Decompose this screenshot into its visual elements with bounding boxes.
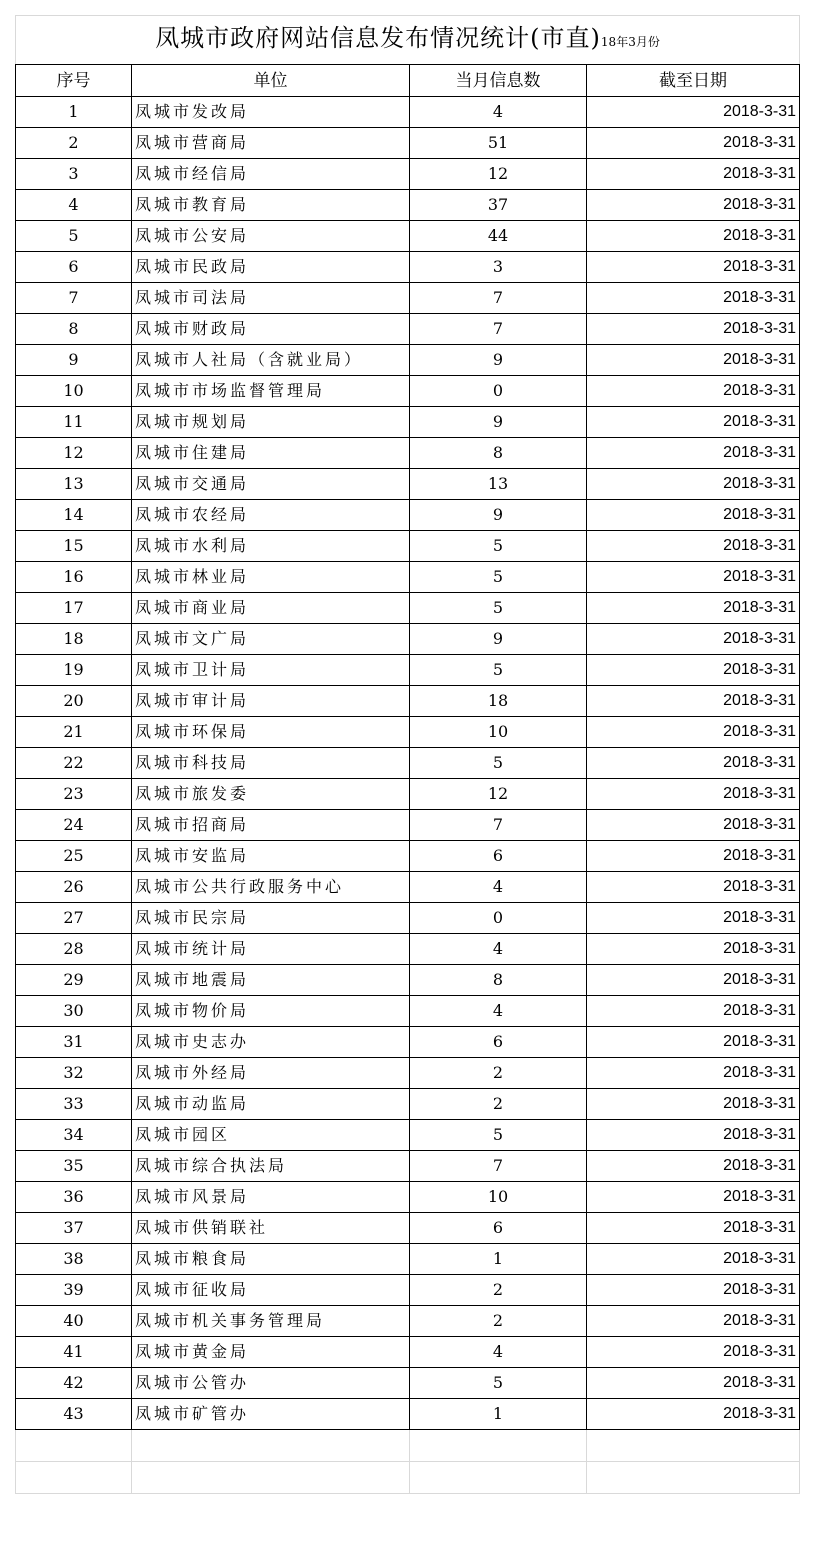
- cell-count[interactable]: 5: [410, 1120, 587, 1151]
- cell-no[interactable]: 43: [16, 1399, 132, 1430]
- cell-no[interactable]: 19: [16, 655, 132, 686]
- cell-date[interactable]: 2018-3-31: [587, 655, 800, 686]
- cell-date[interactable]: 2018-3-31: [587, 128, 800, 159]
- cell-count[interactable]: 13: [410, 469, 587, 500]
- table-row: [16, 1399, 800, 1430]
- cell-unit[interactable]: 凤城市发改局: [132, 97, 410, 128]
- cell-unit[interactable]: 凤城市综合执法局: [132, 1151, 410, 1182]
- cell-no[interactable]: 33: [16, 1089, 132, 1120]
- cell-count[interactable]: 9: [410, 407, 587, 438]
- table-row: [16, 500, 800, 531]
- table-row: [16, 159, 800, 190]
- cell-count[interactable]: 44: [410, 221, 587, 252]
- cell-unit[interactable]: 凤城市外经局: [132, 1058, 410, 1089]
- cell-no[interactable]: 27: [16, 903, 132, 934]
- cell-date[interactable]: 2018-3-31: [587, 872, 800, 903]
- cell-date[interactable]: 2018-3-31: [587, 1244, 800, 1275]
- table-row: [16, 810, 800, 841]
- table-row: [16, 345, 800, 376]
- cell-no[interactable]: 4: [16, 190, 132, 221]
- cell-count[interactable]: 37: [410, 190, 587, 221]
- cell-count[interactable]: 3: [410, 252, 587, 283]
- table-row: [16, 717, 800, 748]
- cell-count[interactable]: 51: [410, 128, 587, 159]
- cell-count[interactable]: 8: [410, 438, 587, 469]
- cell-no[interactable]: 41: [16, 1337, 132, 1368]
- cell-unit[interactable]: 凤城市公安局: [132, 221, 410, 252]
- cell-no[interactable]: 20: [16, 686, 132, 717]
- cell-unit[interactable]: 凤城市农经局: [132, 500, 410, 531]
- cell-unit[interactable]: 凤城市审计局: [132, 686, 410, 717]
- empty-cell[interactable]: [16, 1462, 132, 1494]
- cell-unit[interactable]: 凤城市民宗局: [132, 903, 410, 934]
- cell-date[interactable]: 2018-3-31: [587, 748, 800, 779]
- cell-unit[interactable]: 凤城市文广局: [132, 624, 410, 655]
- cell-unit[interactable]: 凤城市交通局: [132, 469, 410, 500]
- cell-unit[interactable]: 凤城市招商局: [132, 810, 410, 841]
- cell-unit[interactable]: 凤城市科技局: [132, 748, 410, 779]
- cell-no[interactable]: 25: [16, 841, 132, 872]
- cell-no[interactable]: 14: [16, 500, 132, 531]
- cell-no[interactable]: 28: [16, 934, 132, 965]
- cell-no[interactable]: 2: [16, 128, 132, 159]
- cell-count[interactable]: 5: [410, 655, 587, 686]
- cell-no[interactable]: 38: [16, 1244, 132, 1275]
- cell-count[interactable]: 4: [410, 1337, 587, 1368]
- cell-unit[interactable]: 凤城市规划局: [132, 407, 410, 438]
- cell-date[interactable]: 2018-3-31: [587, 686, 800, 717]
- empty-cell[interactable]: [16, 1430, 132, 1462]
- table-row: [16, 624, 800, 655]
- cell-date[interactable]: 2018-3-31: [587, 1399, 800, 1430]
- page-subtitle: 18年3月份: [600, 35, 660, 49]
- cell-date[interactable]: 2018-3-31: [587, 469, 800, 500]
- cell-unit[interactable]: 凤城市人社局（含就业局）: [132, 345, 410, 376]
- table-row: [16, 779, 800, 810]
- table-row: [16, 1275, 800, 1306]
- cell-unit[interactable]: 凤城市动监局: [132, 1089, 410, 1120]
- cell-unit[interactable]: 凤城市供销联社: [132, 1213, 410, 1244]
- cell-unit[interactable]: 凤城市商业局: [132, 593, 410, 624]
- cell-unit[interactable]: 凤城市园区: [132, 1120, 410, 1151]
- cell-no[interactable]: 40: [16, 1306, 132, 1337]
- table-row: [16, 531, 800, 562]
- cell-date[interactable]: 2018-3-31: [587, 221, 800, 252]
- cell-no[interactable]: 24: [16, 810, 132, 841]
- cell-no[interactable]: 9: [16, 345, 132, 376]
- empty-row: [16, 1430, 800, 1462]
- cell-date[interactable]: 2018-3-31: [587, 314, 800, 345]
- cell-unit[interactable]: 凤城市地震局: [132, 965, 410, 996]
- cell-date[interactable]: 2018-3-31: [587, 283, 800, 314]
- table-row: [16, 748, 800, 779]
- cell-date[interactable]: 2018-3-31: [587, 903, 800, 934]
- cell-date[interactable]: 2018-3-31: [587, 562, 800, 593]
- table-row: [16, 376, 800, 407]
- table-row: [16, 872, 800, 903]
- cell-unit[interactable]: 凤城市矿管办: [132, 1399, 410, 1430]
- cell-count[interactable]: 8: [410, 965, 587, 996]
- table-row: [16, 190, 800, 221]
- table-row: [16, 593, 800, 624]
- cell-unit[interactable]: 凤城市环保局: [132, 717, 410, 748]
- table-row: [16, 965, 800, 996]
- table-row: [16, 469, 800, 500]
- cell-count[interactable]: 1: [410, 1399, 587, 1430]
- table-row: [16, 1058, 800, 1089]
- cell-count[interactable]: 6: [410, 1027, 587, 1058]
- cell-no[interactable]: 37: [16, 1213, 132, 1244]
- cell-unit[interactable]: 凤城市安监局: [132, 841, 410, 872]
- table-row: [16, 1120, 800, 1151]
- table-row: [16, 283, 800, 314]
- cell-date[interactable]: 2018-3-31: [587, 376, 800, 407]
- header-row: [16, 65, 800, 97]
- cell-unit[interactable]: 凤城市统计局: [132, 934, 410, 965]
- cell-count[interactable]: 5: [410, 531, 587, 562]
- cell-date[interactable]: 2018-3-31: [587, 438, 800, 469]
- empty-row: [16, 1462, 800, 1494]
- cell-date[interactable]: 2018-3-31: [587, 717, 800, 748]
- cell-no[interactable]: 31: [16, 1027, 132, 1058]
- cell-count[interactable]: 5: [410, 748, 587, 779]
- spreadsheet: [15, 15, 799, 1494]
- cell-date[interactable]: 2018-3-31: [587, 1151, 800, 1182]
- cell-date[interactable]: 2018-3-31: [587, 1275, 800, 1306]
- cell-unit[interactable]: 凤城市风景局: [132, 1182, 410, 1213]
- cell-count[interactable]: 2: [410, 1058, 587, 1089]
- cell-unit[interactable]: 凤城市民政局: [132, 252, 410, 283]
- cell-date[interactable]: 2018-3-31: [587, 252, 800, 283]
- cell-count[interactable]: 10: [410, 717, 587, 748]
- table-row: [16, 996, 800, 1027]
- table-row: [16, 655, 800, 686]
- cell-count[interactable]: 12: [410, 779, 587, 810]
- cell-no[interactable]: 34: [16, 1120, 132, 1151]
- cell-count[interactable]: 2: [410, 1306, 587, 1337]
- cell-unit[interactable]: 凤城市黄金局: [132, 1337, 410, 1368]
- cell-count[interactable]: 5: [410, 562, 587, 593]
- cell-date[interactable]: 2018-3-31: [587, 624, 800, 655]
- cell-no[interactable]: 23: [16, 779, 132, 810]
- table-row: [16, 562, 800, 593]
- cell-no[interactable]: 30: [16, 996, 132, 1027]
- cell-no[interactable]: 32: [16, 1058, 132, 1089]
- cell-no[interactable]: 35: [16, 1151, 132, 1182]
- cell-count[interactable]: 10: [410, 1182, 587, 1213]
- cell-date[interactable]: 2018-3-31: [587, 531, 800, 562]
- cell-count[interactable]: 7: [410, 810, 587, 841]
- cell-unit[interactable]: 凤城市教育局: [132, 190, 410, 221]
- cell-count[interactable]: 9: [410, 624, 587, 655]
- cell-no[interactable]: 26: [16, 872, 132, 903]
- cell-count[interactable]: 9: [410, 500, 587, 531]
- cell-no[interactable]: 7: [16, 283, 132, 314]
- cell-no[interactable]: 11: [16, 407, 132, 438]
- cell-date[interactable]: 2018-3-31: [587, 1337, 800, 1368]
- cell-no[interactable]: 21: [16, 717, 132, 748]
- table-row: [16, 252, 800, 283]
- cell-count[interactable]: 7: [410, 314, 587, 345]
- cell-unit[interactable]: 凤城市司法局: [132, 283, 410, 314]
- empty-cell[interactable]: [587, 1462, 800, 1494]
- cell-no[interactable]: 29: [16, 965, 132, 996]
- cell-count[interactable]: 4: [410, 996, 587, 1027]
- cell-no[interactable]: 18: [16, 624, 132, 655]
- table-row: [16, 1213, 800, 1244]
- cell-count[interactable]: 4: [410, 872, 587, 903]
- cell-date[interactable]: 2018-3-31: [587, 593, 800, 624]
- cell-no[interactable]: 42: [16, 1368, 132, 1399]
- header-date[interactable]: 截至日期: [587, 65, 800, 97]
- table-row: [16, 686, 800, 717]
- cell-no[interactable]: 8: [16, 314, 132, 345]
- cell-date[interactable]: 2018-3-31: [587, 500, 800, 531]
- cell-date[interactable]: 2018-3-31: [587, 97, 800, 128]
- cell-unit[interactable]: 凤城市财政局: [132, 314, 410, 345]
- table-row: [16, 1182, 800, 1213]
- table-row: [16, 438, 800, 469]
- table-row: [16, 1306, 800, 1337]
- cell-no[interactable]: 3: [16, 159, 132, 190]
- header-no[interactable]: 序号: [16, 65, 132, 97]
- cell-unit[interactable]: 凤城市机关事务管理局: [132, 1306, 410, 1337]
- cell-count[interactable]: 18: [410, 686, 587, 717]
- title-cell[interactable]: [16, 16, 800, 65]
- cell-no[interactable]: 36: [16, 1182, 132, 1213]
- cell-count[interactable]: 7: [410, 1151, 587, 1182]
- cell-date[interactable]: 2018-3-31: [587, 810, 800, 841]
- cell-no[interactable]: 22: [16, 748, 132, 779]
- table-row: [16, 1089, 800, 1120]
- cell-no[interactable]: 16: [16, 562, 132, 593]
- page-title: 凤城市政府网站信息发布情况统计(市直): [155, 24, 601, 52]
- cell-count[interactable]: 4: [410, 934, 587, 965]
- cell-no[interactable]: 39: [16, 1275, 132, 1306]
- header-count[interactable]: 当月信息数: [410, 65, 587, 97]
- cell-unit[interactable]: 凤城市住建局: [132, 438, 410, 469]
- cell-unit[interactable]: 凤城市公管办: [132, 1368, 410, 1399]
- cell-count[interactable]: 2: [410, 1275, 587, 1306]
- cell-no[interactable]: 1: [16, 97, 132, 128]
- table-row: [16, 221, 800, 252]
- cell-date[interactable]: 2018-3-31: [587, 190, 800, 221]
- table-row: [16, 1027, 800, 1058]
- statistics-table: [15, 15, 800, 1494]
- empty-cell[interactable]: [410, 1462, 587, 1494]
- table-row: [16, 97, 800, 128]
- cell-unit[interactable]: 凤城市旅发委: [132, 779, 410, 810]
- table-row: [16, 934, 800, 965]
- cell-date[interactable]: 2018-3-31: [587, 1213, 800, 1244]
- cell-no[interactable]: 15: [16, 531, 132, 562]
- empty-cell[interactable]: [132, 1430, 410, 1462]
- cell-date[interactable]: 2018-3-31: [587, 407, 800, 438]
- cell-no[interactable]: 6: [16, 252, 132, 283]
- cell-date[interactable]: 2018-3-31: [587, 1058, 800, 1089]
- cell-count[interactable]: 6: [410, 841, 587, 872]
- empty-cell[interactable]: [410, 1430, 587, 1462]
- cell-no[interactable]: 10: [16, 376, 132, 407]
- cell-date[interactable]: 2018-3-31: [587, 345, 800, 376]
- cell-unit[interactable]: 凤城市卫计局: [132, 655, 410, 686]
- cell-count[interactable]: 6: [410, 1213, 587, 1244]
- table-row: [16, 128, 800, 159]
- cell-count[interactable]: 12: [410, 159, 587, 190]
- cell-count[interactable]: 5: [410, 1368, 587, 1399]
- cell-no[interactable]: 5: [16, 221, 132, 252]
- cell-unit[interactable]: 凤城市史志办: [132, 1027, 410, 1058]
- cell-unit[interactable]: 凤城市水利局: [132, 531, 410, 562]
- cell-date[interactable]: 2018-3-31: [587, 934, 800, 965]
- cell-date[interactable]: 2018-3-31: [587, 1089, 800, 1120]
- cell-unit[interactable]: 凤城市公共行政服务中心: [132, 872, 410, 903]
- cell-count[interactable]: 2: [410, 1089, 587, 1120]
- table-row: [16, 841, 800, 872]
- cell-count[interactable]: 9: [410, 345, 587, 376]
- cell-count[interactable]: 0: [410, 903, 587, 934]
- title-row: [16, 16, 800, 65]
- table-row: [16, 1244, 800, 1275]
- cell-unit[interactable]: 凤城市营商局: [132, 128, 410, 159]
- cell-date[interactable]: 2018-3-31: [587, 965, 800, 996]
- cell-unit[interactable]: 凤城市经信局: [132, 159, 410, 190]
- header-unit[interactable]: 单位: [132, 65, 410, 97]
- cell-date[interactable]: 2018-3-31: [587, 1306, 800, 1337]
- cell-date[interactable]: 2018-3-31: [587, 1120, 800, 1151]
- empty-cell[interactable]: [132, 1462, 410, 1494]
- cell-date[interactable]: 2018-3-31: [587, 1368, 800, 1399]
- cell-no[interactable]: 12: [16, 438, 132, 469]
- cell-count[interactable]: 5: [410, 593, 587, 624]
- cell-unit[interactable]: 凤城市征收局: [132, 1275, 410, 1306]
- cell-count[interactable]: 7: [410, 283, 587, 314]
- cell-date[interactable]: 2018-3-31: [587, 1027, 800, 1058]
- cell-date[interactable]: 2018-3-31: [587, 996, 800, 1027]
- table-row: [16, 1337, 800, 1368]
- cell-no[interactable]: 13: [16, 469, 132, 500]
- table-row: [16, 1368, 800, 1399]
- table-row: [16, 903, 800, 934]
- table-row: [16, 407, 800, 438]
- empty-cell[interactable]: [587, 1430, 800, 1462]
- cell-date[interactable]: 2018-3-31: [587, 841, 800, 872]
- table-row: [16, 1151, 800, 1182]
- cell-no[interactable]: 17: [16, 593, 132, 624]
- cell-unit[interactable]: 凤城市林业局: [132, 562, 410, 593]
- cell-unit[interactable]: 凤城市市场监督管理局: [132, 376, 410, 407]
- cell-count[interactable]: 1: [410, 1244, 587, 1275]
- cell-unit[interactable]: 凤城市粮食局: [132, 1244, 410, 1275]
- cell-unit[interactable]: 凤城市物价局: [132, 996, 410, 1027]
- cell-date[interactable]: 2018-3-31: [587, 779, 800, 810]
- table-row: [16, 314, 800, 345]
- cell-date[interactable]: 2018-3-31: [587, 159, 800, 190]
- cell-date[interactable]: 2018-3-31: [587, 1182, 800, 1213]
- cell-count[interactable]: 0: [410, 376, 587, 407]
- cell-count[interactable]: 4: [410, 97, 587, 128]
